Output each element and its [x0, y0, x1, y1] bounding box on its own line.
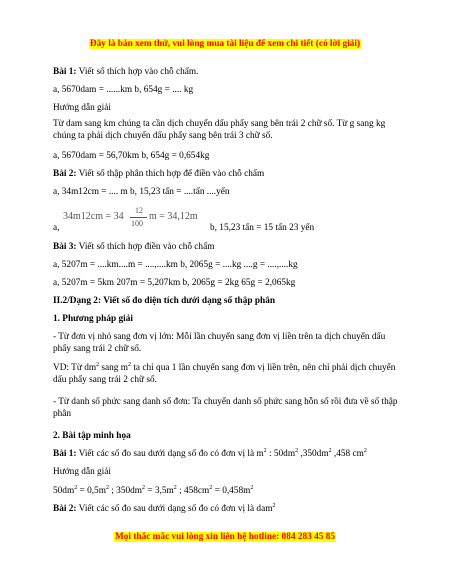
bai1-explanation: Từ dam sang km chúng ta cần dịch chuyển dấu phẩy sang bên trái 2 chữ số. Từ g sang kg chúng ta phải dịch chuyển dấu phẩy sang bên trái 3 chữ số.	[53, 119, 386, 141]
ex1-answer: $50dm^2 = 0,5m^2$ ; $350dm^2 = 3,5m^2$ ; $458cm^2 = 0,458m^2$	[53, 484, 254, 496]
section2-heading: II.2/Dạng 2: Viết số đo diện tích dưới dạng số thập phân	[53, 296, 276, 306]
example-vd: VD: Từ $dm^2$ sang $m^2$ ta chỉ qua 1 lần chuyển sang đơn vị liền trên, nên chỉ phải dịch chuyển dấu phẩy sang trái 2 chữ số.	[53, 361, 396, 385]
fraction-right-text: m = 34,12m	[149, 211, 198, 222]
fraction-left-text: 34m12cm = 34	[63, 211, 124, 222]
header-banner	[0, 38, 450, 50]
bai3-title: Bài 3: Viết số thích hợp điền vào chỗ chấm	[53, 242, 215, 252]
ex1-title: Bài 1: Viết các số đo sau dưới dạng số đo có đơn vị là $m^2$ : $50dm^2$ $,350dm^2$ ,458 $cm^2$	[53, 447, 367, 459]
exercises-heading: 2. Bài tập minh họa	[53, 431, 131, 441]
bai2-title: Bài 2: Viết số thập phân thích hợp để điền vào chỗ chấm	[53, 169, 265, 179]
bai1-title: Bài 1: Viết số thích hợp vào chỗ chấm.	[53, 67, 199, 77]
footer-banner-text: Mọi thắc mắc vui lòng xin liên hệ hotline: 084 283 45 85	[114, 532, 336, 542]
bai3-question: a, 5207m = ....km....m = ....,....km b, 2065g = ....kg ....g = ....,....kg	[53, 260, 298, 270]
fraction-denominator: 100	[131, 219, 143, 228]
header-banner-text: Đây là bản xem thử, vui lòng mua tài liệu để xem chi tiết (có lời giải)	[89, 39, 361, 49]
bai1-answer: a, 5670dam = 56,70km b, 654g = 0,654kg	[53, 151, 210, 161]
bai2-answer-prefix: a,	[53, 223, 60, 233]
bai2-question: a, 34m12cm = .... m b, 15,23 tấn = ....tấn ....yến	[53, 187, 230, 197]
method-heading: 1. Phương pháp giải	[53, 314, 133, 324]
ex1-guide: Hướng dẫn giải	[53, 467, 111, 477]
rule-1: - Từ đơn vị nhỏ sang đơn vị lớn: Mỗi lần chuyển sang đơn vị liền trên ta dịch chuyển dấu phẩy sang trái 2 chữ số.	[53, 332, 386, 354]
bai1-guide: Hướng dẫn giải	[53, 103, 111, 113]
fraction-numerator: 12	[135, 206, 143, 215]
bai1-question: a, 5670dam = ......km b, 654g = .... kg	[53, 85, 194, 95]
bai2-fraction-equation	[63, 205, 213, 231]
bai3-answer: a, 5207m = 5km 207m = 5,207km b, 2065g = 2kg 65g = 2,065kg	[53, 278, 296, 288]
rule-2: - Từ danh số phức sang danh số đơn: Ta chuyển danh số phức sang hỗn số rồi đưa về số thập phân	[53, 397, 398, 419]
bai2-answer-b: b, 15,23 tấn = 15 tấn 23 yến	[210, 223, 315, 233]
ex2-title: Bài 2: Viết các số đo sau dưới dạng số đo có đơn vị là dam$^2$	[53, 502, 276, 514]
footer-banner	[0, 531, 450, 543]
